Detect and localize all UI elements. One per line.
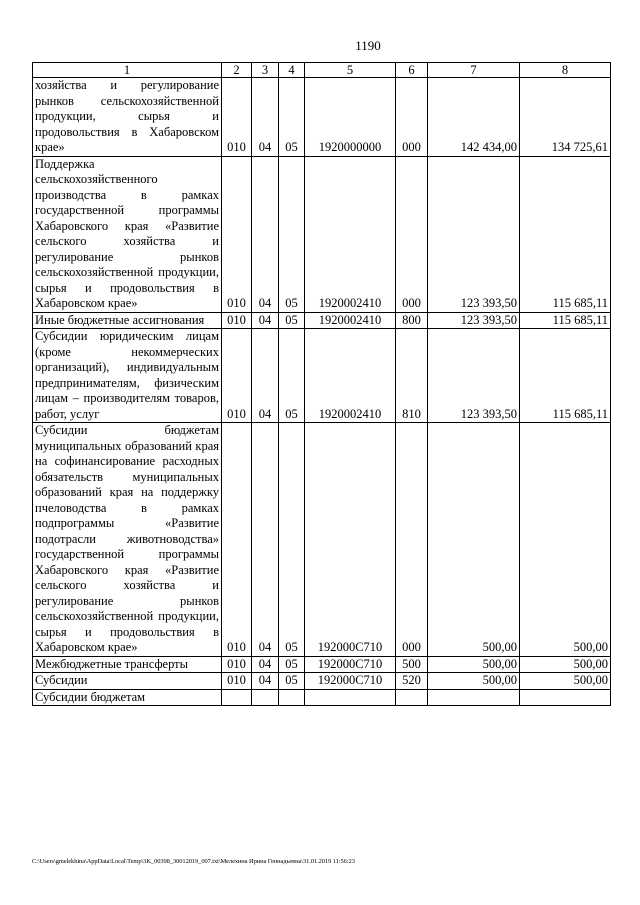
amount-executed: 115 685,11	[520, 312, 611, 329]
amount-planned: 500,00	[428, 673, 520, 690]
expense-name: Субсидии бюджетам	[33, 689, 222, 706]
target-article: 1920000000	[305, 78, 396, 157]
table-row	[33, 673, 611, 690]
column-header: 7	[428, 63, 520, 78]
code-subsection: 05	[279, 329, 305, 423]
table-row	[33, 312, 611, 329]
column-header: 8	[520, 63, 611, 78]
target-article: 192000С710	[305, 656, 396, 673]
expense-type: 810	[396, 329, 428, 423]
amount-planned: 500,00	[428, 656, 520, 673]
code-ministry: 010	[222, 78, 252, 157]
column-header: 1	[33, 63, 222, 78]
table-row	[33, 329, 611, 423]
amount-planned: 123 393,50	[428, 329, 520, 423]
code-section	[252, 689, 279, 706]
code-subsection	[279, 689, 305, 706]
expense-type: 800	[396, 312, 428, 329]
code-section: 04	[252, 423, 279, 657]
amount-executed: 115 685,11	[520, 156, 611, 312]
code-section: 04	[252, 156, 279, 312]
expense-name: Поддержка сельскохозяйственного производства в рамках государственной программы Хабаровского края «Развитие сельского хозяйства и регулирование рынков сельскохозяйственной продукции, сырья и продовольствия в Хабаровском крае»	[33, 156, 222, 312]
expense-type	[396, 689, 428, 706]
amount-planned	[428, 689, 520, 706]
expense-name: Иные бюджетные ассигнования	[33, 312, 222, 329]
code-ministry: 010	[222, 673, 252, 690]
expense-type: 000	[396, 78, 428, 157]
code-subsection: 05	[279, 156, 305, 312]
code-ministry: 010	[222, 156, 252, 312]
code-ministry: 010	[222, 329, 252, 423]
expense-name: Межбюджетные трансферты	[33, 656, 222, 673]
code-ministry: 010	[222, 656, 252, 673]
column-header: 4	[279, 63, 305, 78]
amount-planned: 142 434,00	[428, 78, 520, 157]
table-row	[33, 656, 611, 673]
code-subsection: 05	[279, 423, 305, 657]
amount-executed	[520, 689, 611, 706]
header-row	[33, 63, 611, 78]
code-section: 04	[252, 673, 279, 690]
amount-executed: 500,00	[520, 673, 611, 690]
expense-name: Субсидии	[33, 673, 222, 690]
table-row	[33, 423, 611, 657]
expense-type: 500	[396, 656, 428, 673]
budget-table	[32, 62, 611, 706]
column-header: 2	[222, 63, 252, 78]
amount-executed: 500,00	[520, 423, 611, 657]
table-row	[33, 689, 611, 706]
expense-type: 000	[396, 156, 428, 312]
target-article: 1920002410	[305, 312, 396, 329]
target-article: 1920002410	[305, 156, 396, 312]
code-section: 04	[252, 78, 279, 157]
table-row	[33, 156, 611, 312]
page-number: 1190	[355, 38, 381, 53]
amount-planned: 123 393,50	[428, 156, 520, 312]
column-header: 5	[305, 63, 396, 78]
file-path-footer: C:\Users\gmelekhina\AppData\Local\Temp\3K_00398_30012019_007.txt\Мелехина Ирина Геннадьевна\31.01.2019 11:56:23	[32, 858, 355, 865]
expense-type: 000	[396, 423, 428, 657]
code-subsection: 05	[279, 673, 305, 690]
target-article: 192000С710	[305, 423, 396, 657]
code-section: 04	[252, 312, 279, 329]
code-section: 04	[252, 329, 279, 423]
code-ministry: 010	[222, 312, 252, 329]
column-header: 6	[396, 63, 428, 78]
target-article: 1920002410	[305, 329, 396, 423]
code-ministry: 010	[222, 423, 252, 657]
code-section: 04	[252, 656, 279, 673]
code-ministry	[222, 689, 252, 706]
amount-planned: 123 393,50	[428, 312, 520, 329]
target-article: 192000С710	[305, 673, 396, 690]
expense-name: Субсидии бюджетам муниципальных образований края на софинансирование расходных обязательств муниципальных образований края на поддержку пчеловодства в рамках подпрограммы «Развитие подотрасли животноводства» государственной программы Хабаровского края «Развитие сельского хозяйства и регулирование рынков сельскохозяйственной продукции, сырья и продовольствия в Хабаровском крае»	[33, 423, 222, 657]
amount-planned: 500,00	[428, 423, 520, 657]
amount-executed: 500,00	[520, 656, 611, 673]
amount-executed: 134 725,61	[520, 78, 611, 157]
code-subsection: 05	[279, 78, 305, 157]
code-subsection: 05	[279, 656, 305, 673]
table-row	[33, 78, 611, 157]
expense-name: хозяйства и регулирование рынков сельскохозяйственной продукции, сырья и продовольствия в Хабаровском крае»	[33, 78, 222, 157]
target-article	[305, 689, 396, 706]
amount-executed: 115 685,11	[520, 329, 611, 423]
column-header: 3	[252, 63, 279, 78]
code-subsection: 05	[279, 312, 305, 329]
expense-type: 520	[396, 673, 428, 690]
expense-name: Субсидии юридическим лицам (кроме некоммерческих организаций), индивидуальным предпринимателям, физическим лицам – производителям товаров, работ, услуг	[33, 329, 222, 423]
